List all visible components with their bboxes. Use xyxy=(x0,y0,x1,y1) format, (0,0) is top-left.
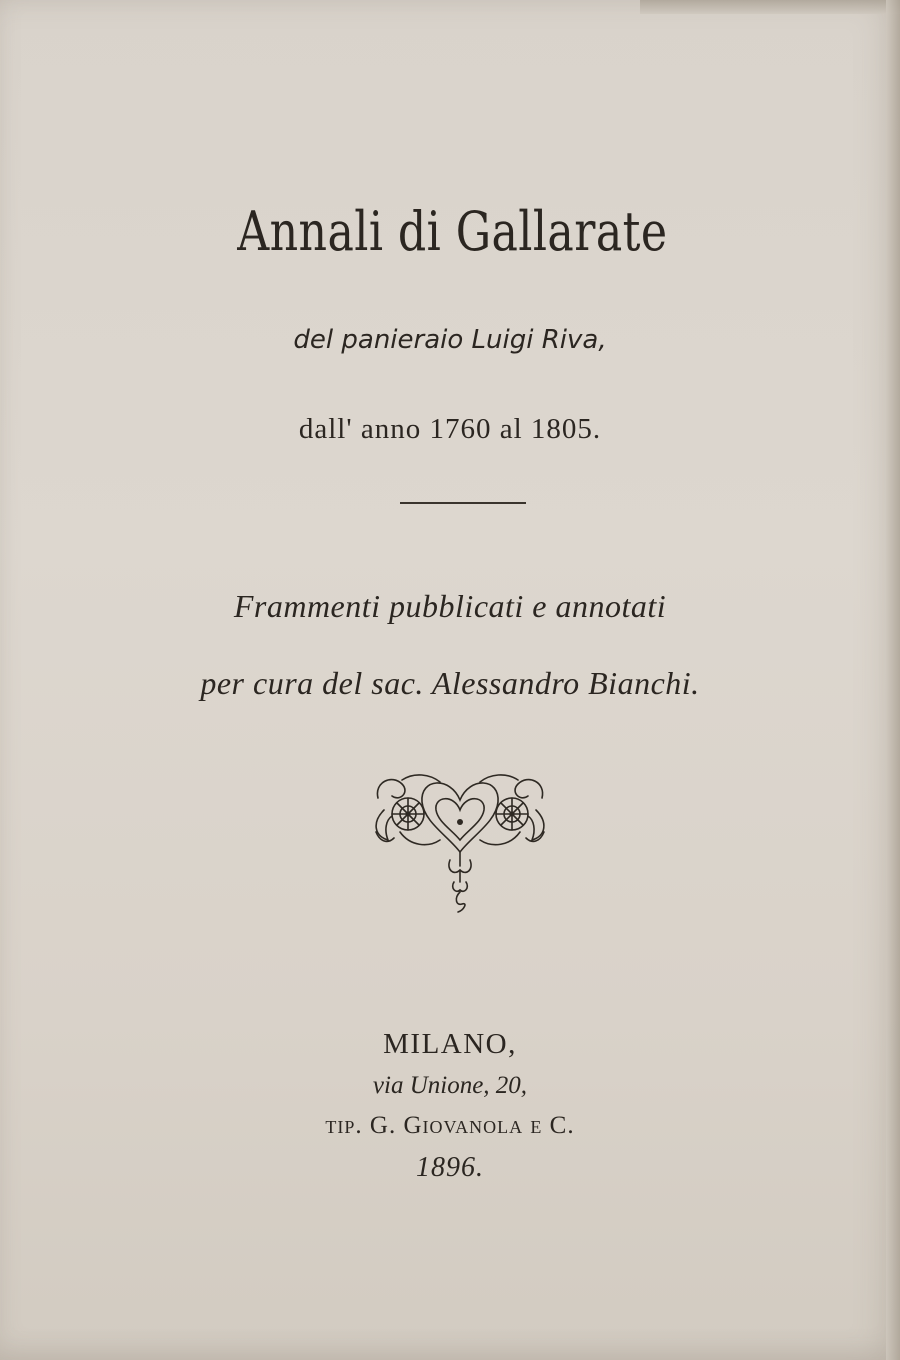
imprint-year: 1896. xyxy=(416,1152,484,1183)
year-range: dall' anno 1760 al 1805. xyxy=(298,413,602,445)
divider-rule xyxy=(400,502,526,504)
imprint-city: MILANO, xyxy=(383,1028,517,1060)
page-top-edge xyxy=(640,0,900,14)
floral-vignette-icon xyxy=(370,770,550,920)
book-subtitle: del panieraio Luigi Riva, xyxy=(293,325,607,355)
imprint-printer: tip. G. Giovanola e C. xyxy=(325,1112,575,1139)
fragments-line-2: per cura del sac. Alessandro Bianchi. xyxy=(200,665,700,701)
imprint-address: via Unione, 20, xyxy=(372,1072,528,1099)
fragments-line-1: Frammenti pubblicati e annotati xyxy=(233,588,667,624)
book-title: Annali di Gallarate xyxy=(237,200,668,263)
